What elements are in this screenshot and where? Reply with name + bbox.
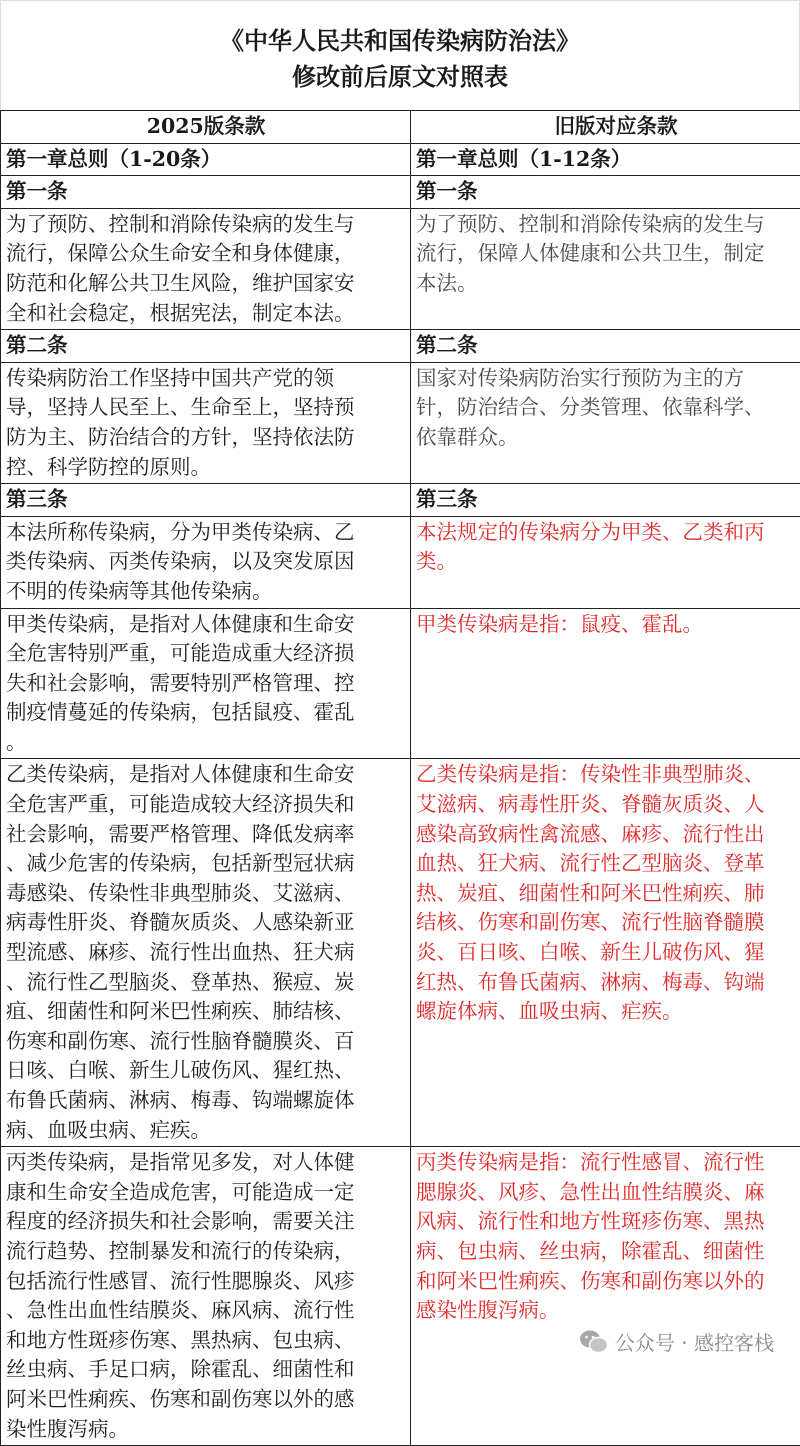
- text-line: 布鲁氏菌病、淋病、梅毒、钩端螺旋体: [6, 1086, 406, 1116]
- text-line: 本法。: [416, 269, 800, 299]
- text-line: 感染性腹泻病。: [416, 1296, 800, 1326]
- text-line: 导，坚持人民至上、生命至上，坚持预: [6, 393, 406, 423]
- text-line: 。: [6, 728, 406, 758]
- text-line: 康和生命安全造成危害，可能造成一定: [6, 1178, 406, 1208]
- text-line: 类传染病、丙类传染病，以及突发原因: [6, 547, 406, 577]
- clause-old-text: [411, 362, 800, 483]
- table-row: [1, 1147, 800, 1446]
- text-line: 依靠群众。: [416, 423, 800, 453]
- article-heading-new: 第二条: [1, 330, 411, 363]
- text-line: 红热、布鲁氏菌病、淋病、梅毒、钩端: [416, 968, 800, 998]
- text-line: 丝虫病、手足口病，除霍乱、细菌性和: [6, 1355, 406, 1385]
- text-line: 和阿米巴性痢疾、伤寒和副伤寒以外的: [416, 1267, 800, 1297]
- clause-new-text: [1, 208, 411, 329]
- text-line: 、流行性乙型脑炎、登革热、猴痘、炭: [6, 968, 406, 998]
- text-line: 血热、狂犬病、流行性乙型脑炎、登革: [416, 849, 800, 879]
- clause-old-text: [411, 1147, 800, 1446]
- text-line: 乙类传染病，是指对人体健康和生命安: [6, 760, 406, 790]
- text-line: 社会影响，需要严格管理、降低发病率: [6, 820, 406, 850]
- watermark-text: 公众号 · 感控客栈: [615, 1327, 774, 1356]
- text-line: 为了预防、控制和消除传染病的发生与: [6, 210, 406, 240]
- table-row: [1, 516, 800, 608]
- text-line: 传染病防治工作坚持中国共产党的领: [6, 364, 406, 394]
- text-line: 艾滋病、病毒性肝炎、脊髓灰质炎、人: [416, 790, 800, 820]
- text-line: 型流感、麻疹、流行性出血热、狂犬病: [6, 938, 406, 968]
- text-line: 国家对传染病防治实行预防为主的方: [416, 364, 800, 394]
- text-line: 程度的经济损失和社会影响，需要关注: [6, 1207, 406, 1237]
- text-line: 全和社会稳定，根据宪法，制定本法。: [6, 299, 406, 329]
- text-line: 病、血吸虫病、疟疾。: [6, 1116, 406, 1146]
- text-line: 失和社会影响，需要特别严格管理、控: [6, 669, 406, 699]
- title-line-1: 《中华人民共和国传染病防治法》: [220, 23, 580, 59]
- article-heading-row: [1, 176, 800, 209]
- article-heading-old: 第二条: [411, 330, 800, 363]
- text-line: 不明的传染病等其他传染病。: [6, 577, 406, 607]
- text-line: 本法所称传染病，分为甲类传染病、乙: [6, 518, 406, 548]
- text-line: 全危害特别严重，可能造成重大经济损: [6, 639, 406, 669]
- text-line: 、急性出血性结膜炎、麻风病、流行性: [6, 1296, 406, 1326]
- text-line: 控、科学防控的原则。: [6, 453, 406, 483]
- text-line: 防范和化解公共卫生风险，维护国家安: [6, 269, 406, 299]
- wechat-icon: [579, 1329, 609, 1355]
- article-heading-old: 第一条: [411, 176, 800, 209]
- column-header-old: 旧版对应条款: [411, 111, 800, 144]
- clause-old-text: [411, 608, 800, 759]
- table-row: [1, 208, 800, 329]
- text-line: 防为主、防治结合的方针，坚持依法防: [6, 423, 406, 453]
- clause-new-text: [1, 1147, 411, 1446]
- text-line: 日咳、白喉、新生儿破伤风、猩红热、: [6, 1056, 406, 1086]
- clause-old-text: [411, 759, 800, 1147]
- text-line: 结核、伤寒和副伤寒、流行性脑脊髓膜: [416, 908, 800, 938]
- chapter-row: [1, 143, 800, 176]
- text-line: 流行，保障人体健康和公共卫生，制定: [416, 239, 800, 269]
- text-line: 类。: [416, 547, 800, 577]
- text-line: 病、包虫病、丝虫病，除霍乱、细菌性: [416, 1237, 800, 1267]
- text-line: 丙类传染病，是指常见多发，对人体健: [6, 1148, 406, 1178]
- clause-new-text: [1, 608, 411, 759]
- article-heading-old: 第三条: [411, 484, 800, 517]
- text-line: 染性腹泻病。: [6, 1415, 406, 1445]
- text-line: 腮腺炎、风疹、急性出血性结膜炎、麻: [416, 1178, 800, 1208]
- comparison-table: [0, 110, 800, 1446]
- text-line: 和地方性斑疹伤寒、黑热病、包虫病、: [6, 1326, 406, 1356]
- text-line: 伤寒和副伤寒、流行性脑脊髓膜炎、百: [6, 1027, 406, 1057]
- text-line: 感染高致病性禽流感、麻疹、流行性出: [416, 820, 800, 850]
- article-heading-row: [1, 330, 800, 363]
- table-row: [1, 608, 800, 759]
- text-line: 乙类传染病是指：传染性非典型肺炎、: [416, 760, 800, 790]
- table-header-row: [1, 111, 800, 144]
- chapter-new: 第一章总则（1-20条）: [1, 143, 411, 176]
- text-line: 毒感染、传染性非典型肺炎、艾滋病、: [6, 879, 406, 909]
- text-line: 包括流行性感冒、流行性腮腺炎、风疹: [6, 1267, 406, 1297]
- text-line: 为了预防、控制和消除传染病的发生与: [416, 210, 800, 240]
- text-line: 病毒性肝炎、脊髓灰质炎、人感染新亚: [6, 908, 406, 938]
- clause-new-text: [1, 516, 411, 608]
- title-line-2: 修改前后原文对照表: [292, 59, 508, 95]
- clause-old-text: [411, 516, 800, 608]
- table-row: [1, 759, 800, 1147]
- text-line: 流行趋势、控制暴发和流行的传染病，: [6, 1237, 406, 1267]
- text-line: 、减少危害的传染病，包括新型冠状病: [6, 849, 406, 879]
- text-line: 丙类传染病是指：流行性感冒、流行性: [416, 1148, 800, 1178]
- text-line: 全危害严重，可能造成较大经济损失和: [6, 790, 406, 820]
- text-line: 针，防治结合、分类管理、依靠科学、: [416, 393, 800, 423]
- text-line: 热、炭疽、细菌性和阿米巴性痢疾、肺: [416, 879, 800, 909]
- text-line: 制疫情蔓延的传染病，包括鼠疫、霍乱: [6, 698, 406, 728]
- watermark: [579, 1327, 774, 1356]
- clause-old-text: [411, 208, 800, 329]
- article-heading-row: [1, 484, 800, 517]
- text-line: 阿米巴性痢疾、伤寒和副伤寒以外的感: [6, 1385, 406, 1415]
- article-heading-new: 第三条: [1, 484, 411, 517]
- document-title: [0, 0, 800, 110]
- text-line: 甲类传染病，是指对人体健康和生命安: [6, 610, 406, 640]
- clause-new-text: [1, 759, 411, 1147]
- text-line: 流行，保障公众生命安全和身体健康，: [6, 239, 406, 269]
- chapter-old: 第一章总则（1-12条）: [411, 143, 800, 176]
- text-line: 螺旋体病、血吸虫病、疟疾。: [416, 997, 800, 1027]
- text-line: 本法规定的传染病分为甲类、乙类和丙: [416, 518, 800, 548]
- column-header-new: 2025版条款: [1, 111, 411, 144]
- table-row: [1, 362, 800, 483]
- text-line: 疽、细菌性和阿米巴性痢疾、肺结核、: [6, 997, 406, 1027]
- article-heading-new: 第一条: [1, 176, 411, 209]
- text-line: 甲类传染病是指：鼠疫、霍乱。: [416, 610, 800, 640]
- text-line: 风病、流行性和地方性斑疹伤寒、黑热: [416, 1207, 800, 1237]
- text-line: 炎、百日咳、白喉、新生儿破伤风、猩: [416, 938, 800, 968]
- clause-new-text: [1, 362, 411, 483]
